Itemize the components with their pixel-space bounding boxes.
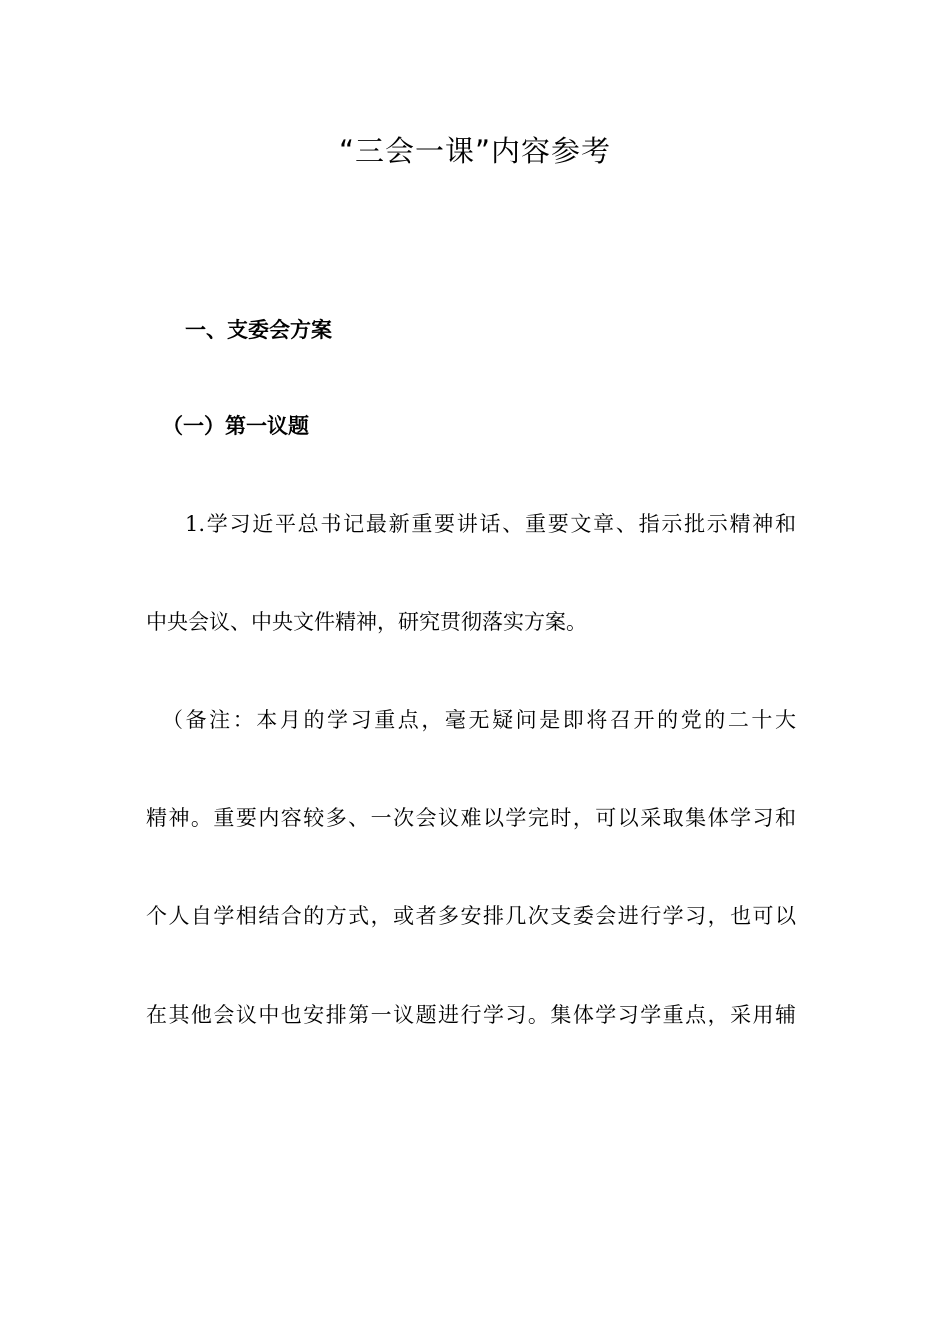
paragraph-line: （备注：本月的学习重点，毫无疑问是即将召开的党的二十大 (162, 708, 796, 732)
paragraph-line: 个人自学相结合的方式，或者多安排几次支委会进行学习，也可以 (146, 904, 796, 928)
paragraph-line: 在其他会议中也安排第一议题进行学习。集体学习学重点，采用辅 (146, 1003, 796, 1027)
section-heading: 一、支委会方案 (185, 318, 332, 342)
paragraph-line: 1.学习近平总书记最新重要讲话、重要文章、指示批示精神和 (185, 512, 796, 536)
document-title: “三会一课”内容参考 (338, 134, 612, 168)
subsection-heading: （一）第一议题 (162, 414, 309, 438)
paragraph-line: 精神。重要内容较多、一次会议难以学完时，可以采取集体学习和 (146, 806, 796, 830)
paragraph-line: 中央会议、中央文件精神，研究贯彻落实方案。 (146, 610, 587, 634)
